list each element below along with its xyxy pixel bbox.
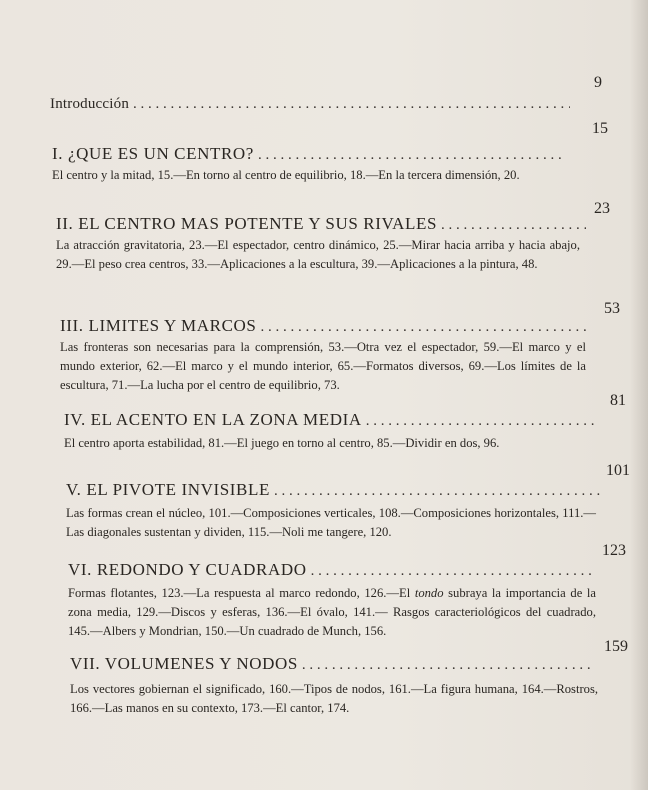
chapter-4-summary: El centro aporta estabilidad, 81.—El juego en torno al centro, 85.—Dividir en dos, 96. — [64, 436, 500, 450]
chapter-4-title: IV. EL ACENTO EN LA ZONA MEDIA — [64, 410, 362, 429]
dot-leader — [311, 563, 594, 580]
dot-leader — [258, 147, 562, 164]
dot-leader — [133, 96, 570, 113]
chapter-2-row — [56, 214, 586, 234]
chapter-7-page-number: 159 — [604, 638, 628, 655]
chapter-3-summary: Las fronteras son necesarias para la comprensión, 53.—Otra vez el espectador, 59.—El marco y el mundo exterior, 62.—El marco y el mundo interior, 65.—Formatos diversos, 69.—Los límites de la escultura, 71.—La lucha por el centro de equilibrio, 73. — [60, 340, 586, 392]
dot-leader — [366, 413, 594, 430]
intro-label: Introducción — [50, 96, 130, 112]
chapter-5-page-number: 101 — [606, 462, 630, 479]
intro-page-number: 9 — [594, 74, 602, 91]
dot-leader — [441, 217, 586, 234]
chapter-6-title: VI. REDONDO Y CUADRADO — [68, 560, 307, 579]
dot-leader — [302, 657, 594, 674]
chapter-6-summary-start: Formas flotantes, 123.—La respuesta al marco redondo, 126.—El — [68, 586, 415, 600]
intro-row — [50, 96, 570, 113]
chapter-7-row — [70, 654, 594, 674]
chapter-6-summary — [68, 584, 596, 641]
chapter-3-page-number: 53 — [604, 300, 620, 317]
chapter-2-page-number: 23 — [594, 200, 610, 217]
page-edge-shadow — [630, 0, 648, 790]
chapter-2-title: II. EL CENTRO MAS POTENTE Y SUS RIVALES — [56, 214, 438, 233]
chapter-1-row — [52, 144, 562, 164]
chapter-2-summary: La atracción gravitatoria, 23.—El espectador, centro dinámico, 25.—Mirar hacia arriba y hacia abajo, 29.—El peso crea centros, 33.—Aplicaciones a la escultura, 39.—Aplicaciones a la pintura, 48. — [56, 238, 580, 271]
chapter-6-summary-italic: tondo — [414, 586, 444, 600]
chapter-6-page-number: 123 — [602, 542, 626, 559]
chapter-1-page-number: 15 — [592, 120, 608, 137]
chapter-1-title: I. ¿QUE ES UN CENTRO? — [52, 144, 254, 163]
chapter-5-title: V. EL PIVOTE INVISIBLE — [66, 480, 270, 499]
chapter-6-summary-end: subraya la importancia de la zona media, 129.—Discos y esferas, 136.—El óvalo, 141.— Rasgos caracteriológicos del cuadrado, 145.—Albers y Mondrian, 150.—Un cuadrado de Munch, 156. — [68, 586, 596, 638]
chapter-7-title: VII. VOLUMENES Y NODOS — [70, 654, 298, 673]
dot-leader — [274, 483, 600, 500]
chapter-1-summary: El centro y la mitad, 15.—En torno al centro de equilibrio, 18.—En la tercera dimensión, 20. — [52, 168, 520, 182]
chapter-4-row — [64, 410, 594, 430]
chapter-3-row — [60, 316, 590, 336]
dot-leader — [260, 319, 590, 336]
chapter-7-summary: Los vectores gobiernan el significado, 160.—Tipos de nodos, 161.—La figura humana, 164.—Rostros, 166.—Las manos en su contexto, 173.—El cantor, 174. — [70, 682, 598, 715]
chapter-6-row — [68, 560, 594, 580]
chapter-5-row — [66, 480, 600, 500]
chapter-4-page-number: 81 — [610, 392, 626, 409]
chapter-3-title: III. LIMITES Y MARCOS — [60, 316, 257, 335]
chapter-5-summary: Las formas crean el núcleo, 101.—Composiciones verticales, 108.—Composiciones horizontales, 111.—Las diagonales sustentan y dividen, 115.—Noli me tangere, 120. — [66, 506, 596, 539]
